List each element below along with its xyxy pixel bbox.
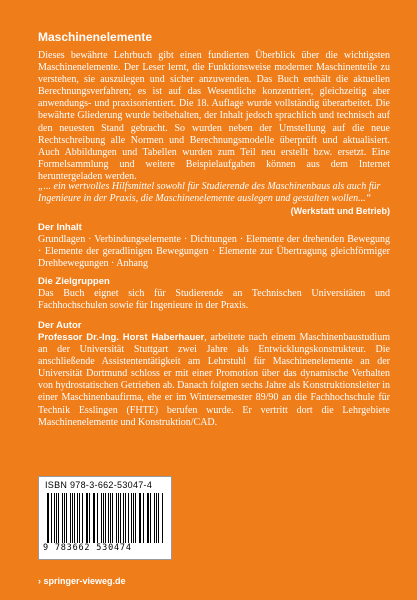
barcode-bars: [47, 493, 163, 543]
barcode-stripe: [64, 493, 65, 543]
barcode-stripe: [58, 493, 59, 543]
barcode-stripe: [97, 493, 98, 543]
contents-text: Grundlagen · Verbindungselemente · Dichtungen · Elemente der drehenden Bewegung · Elemente der geradlinigen Bewegungen · Elemente zur Übertragung gleichförmiger Drehbewegungen · Anhang: [38, 234, 390, 270]
audience-text: Das Buch eignet sich für Studierende an Technischen Universitäten und Fachhochschulen sowie für Ingenieure in der Praxis.: [38, 288, 390, 312]
barcode-stripe: [101, 493, 102, 543]
author-heading: Der Autor: [38, 320, 82, 331]
book-title: Maschinenelemente: [38, 30, 153, 44]
barcode-stripe: [150, 493, 151, 543]
audience-heading: Die Zielgruppen: [38, 276, 110, 287]
author-name: Professor Dr.-Ing. Horst Haberhauer: [38, 332, 205, 343]
barcode-stripe: [140, 493, 141, 543]
barcode-stripe: [89, 493, 90, 543]
barcode-stripe: [66, 493, 67, 543]
publisher-url: › springer-vieweg.de: [38, 576, 126, 586]
barcode-stripe: [123, 493, 124, 543]
quote-text: „... ein wertvolles Hilfsmittel sowohl für Studierende des Maschinenbaus als auch für Ingenieure in der Praxis, die Maschinenelemente auslegen und gestalten wollen...“: [38, 181, 381, 205]
contents-heading: Der Inhalt: [38, 222, 82, 233]
barcode-stripe: [143, 493, 144, 543]
barcode: [38, 476, 172, 560]
barcode-stripe: [131, 493, 132, 543]
barcode-digits: 9 783662 530474: [43, 543, 132, 553]
quote-source: (Werkstatt und Betrieb): [290, 206, 390, 217]
barcode-stripe: [116, 493, 117, 543]
barcode-stripe: [51, 493, 52, 543]
barcode-stripe: [82, 493, 83, 543]
intro-paragraph: Dieses bewährte Lehrbuch gibt einen fundierten Überblick über die wichtigsten Maschinenelemente. Der Leser lernt, die Funktionsweise moderner Maschinenteile zu verstehen, sie auszulegen und sicher anzuwenden. Das Buch enthält die aktuellen Berechnungsverfahren; es ist auf das Wesentliche konzentriert, gleichzeitig aber anwendungs- und praxisorientiert. Die 18. Auflage wurde vollständig überarbeitet. Die bewährte Gliederung wurde beibehalten, der Inhalt jedoch sprachlich und technisch auf den neuesten Stand gebracht. So wurden neben der Umstellung auf die neue Rechtschreibung alle Normen und Berechnungsmodelle überprüft und aktualisiert. Auch Abbildungen und Tabellen wurden zum Teil neu erstellt bzw. ersetzt. Eine Formelsammlung und weitere Beispielaufgaben können aus dem Internet heruntergeladen werden.: [38, 50, 390, 182]
author-bio: , arbeitete nach einem Maschinenbaustudium an der Universität Stuttgart zwei Jahre als Entwicklungskonstrukteur. Die anschließende Assistententätigkeit am Lehrstuhl für Maschinenelemente an der Universität Dortmund schloss er mit einer Promotion über das dynamische Verhalten von hydrostatischen Getrieben ab. Danach folgten sechs Jahre als Konstruktionsleiter in einer Maschinenbaufirma, ehe er im Wintersemester 89/90 an die Fachhochschule für Technik Esslingen (FHTE) berufen wurde. Er vertritt dort die Lehrgebiete Maschinenelemente und Konstruktion/CAD.: [38, 332, 390, 428]
barcode-stripe: [158, 493, 159, 543]
barcode-stripe: [77, 493, 78, 543]
author-paragraph: [38, 332, 390, 429]
isbn-label: ISBN 978-3-662-53047-4: [45, 480, 153, 490]
barcode-stripe: [110, 493, 111, 543]
review-quote: [38, 181, 390, 217]
